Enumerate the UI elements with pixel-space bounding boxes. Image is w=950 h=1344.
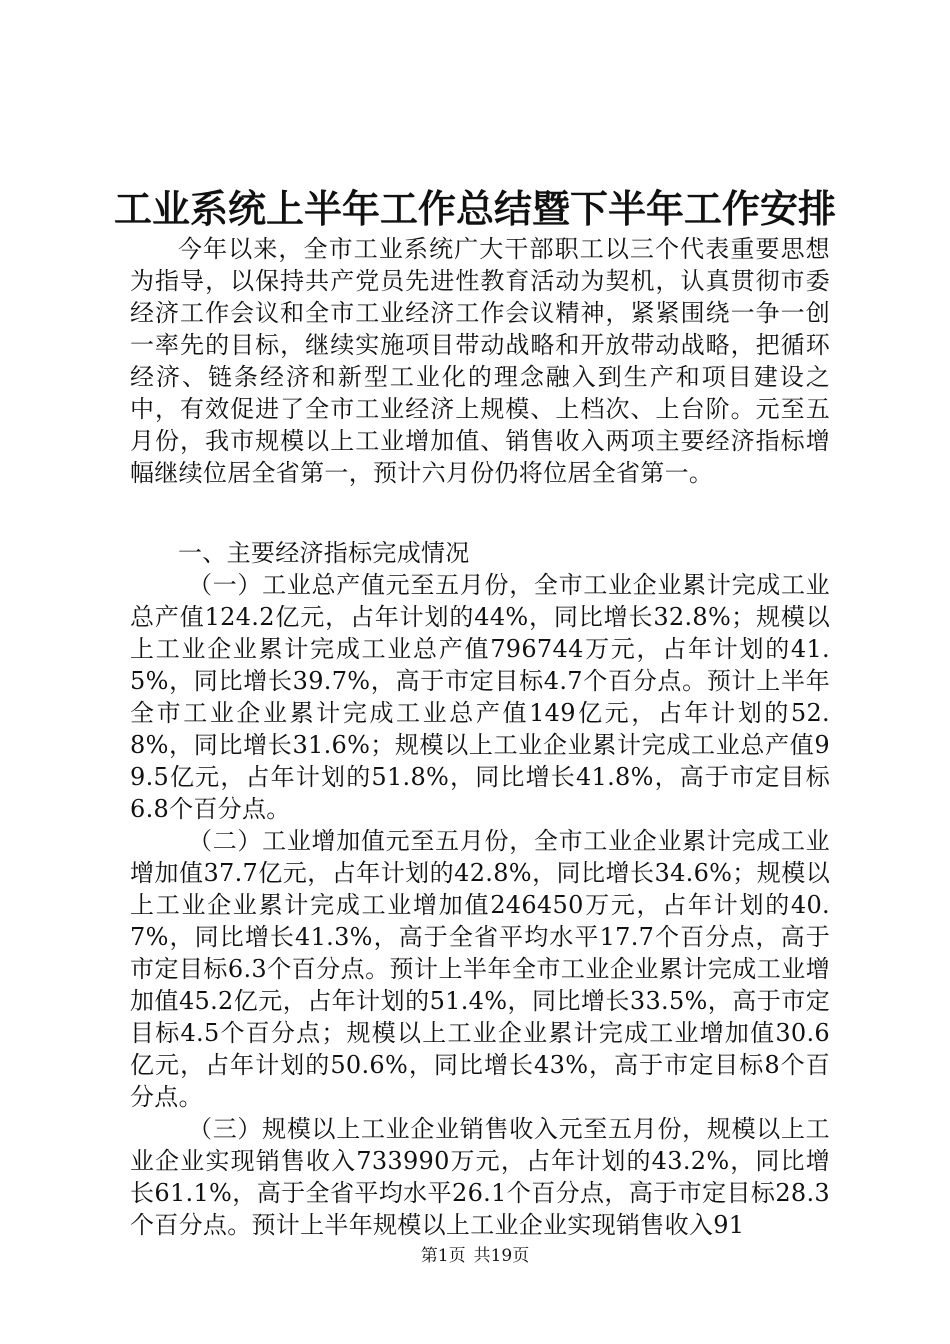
paragraph-value-added: （二）工业增加值元至五月份，全市工业企业累计完成工业增加值37.7亿元，占年计划的42.8%，同比增长34.6%；规模以上工业企业累计完成工业增加值246450万元，占年计划的40.7%，同比增长41.3%，高于全省平均水平17.7个百分点，高于市定目标6.3个百分点。预计上半年全市工业企业累计完成工业增加值45.2亿元，占年计划的51.4%，同比增长33.5%，高于市定目标4.5个百分点；规模以上工业企业累计完成工业增加值30.6亿元，占年计划的50.6%，同比增长43%，高于市定目标8个百分点。 (130, 827, 830, 1111)
page-footer (0, 1245, 950, 1267)
page-number: 第1页 (420, 1246, 466, 1266)
document-title: 工业系统上半年工作总结暨下半年工作安排 (113, 187, 836, 231)
paragraph-gross-output: （一）工业总产值元至五月份，全市工业企业累计完成工业总产值124.2亿元，占年计划的44%，同比增长32.8%；规模以上工业企业累计完成工业总产值796744万元，占年计划的41.5%，同比增长39.7%，高于市定目标4.7个百分点。预计上半年全市工业企业累计完成工业总产值149亿元，占年计划的52.8%，同比增长31.6%；规模以上工业企业累计完成工业总产值99.5亿元，占年计划的51.8%，同比增长41.8%，高于市定目标6.8个百分点。 (130, 571, 830, 823)
paragraph-sales-revenue: （三）规模以上工业企业销售收入元至五月份，规模以上工业企业实现销售收入733990万元，占年计划的43.2%，同比增长61.1%，高于全省平均水平26.1个百分点，高于市定目标28.3个百分点。预计上半年规模以上工业企业实现销售收入91 (130, 1115, 830, 1239)
page-total: 共19页 (473, 1246, 530, 1266)
intro-paragraph: 今年以来，全市工业系统广大干部职工以三个代表重要思想为指导，以保持共产党员先进性教育活动为契机，认真贯彻市委经济工作会议和全市工业经济工作会议精神，紧紧围绕一争一创一率先的目标，继续实施项目带动战略和开放带动战略，把循环经济、链条经济和新型工业化的理念融入到生产和项目建设之中，有效促进了全市工业经济上规模、上档次、上台阶。元至五月份，我市规模以上工业增加值、销售收入两项主要经济指标增幅继续位居全省第一，预计六月份仍将位居全省第一。 (130, 235, 830, 487)
section-heading: 一、主要经济指标完成情况 (178, 539, 470, 567)
document-body (130, 233, 830, 1241)
